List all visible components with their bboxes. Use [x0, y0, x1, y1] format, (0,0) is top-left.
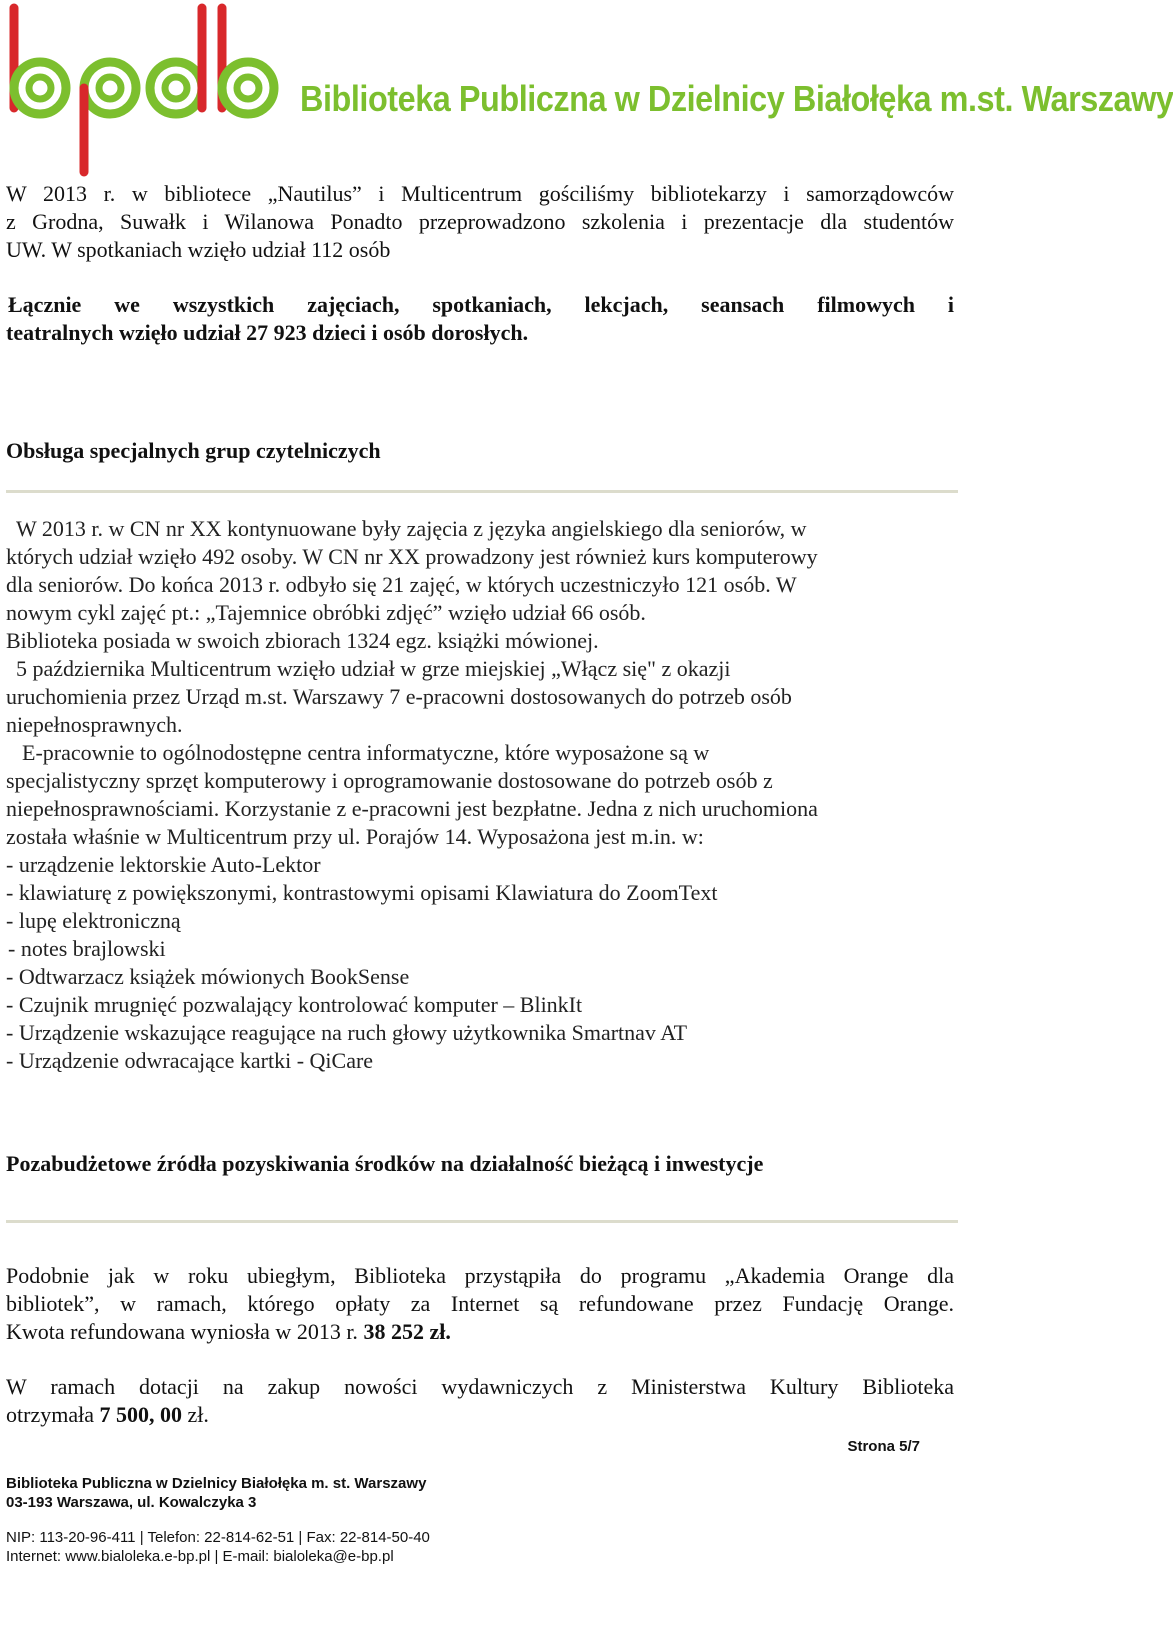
funding-amount-orange: 38 252 zł. — [363, 1319, 451, 1344]
list-item: - lupę elektroniczną — [6, 908, 181, 933]
intro-line-2: z Grodna, Suwałk i Wilanowa Ponadto przeprowadzono szkolenia i prezentacje dla studentów — [6, 209, 954, 234]
funding-p2-text: otrzymała — [6, 1402, 100, 1427]
funding-amount-ministry: 7 500, 00 — [99, 1402, 182, 1427]
body-line: specjalistyczny sprzęt komputerowy i oprogramowanie dostosowane do potrzeb osób z — [6, 768, 773, 793]
footer-web: Internet: www.bialoleka.e-bp.pl | E-mail: bialoleka@e-bp.pl — [6, 1548, 394, 1565]
page-number: Strona 5/7 — [847, 1438, 920, 1455]
body-line: których udział wzięło 492 osoby. W CN nr XX prowadzony jest również kurs komputerowy — [6, 544, 818, 569]
intro-line-1: W 2013 r. w bibliotece „Nautilus” i Multicentrum gościliśmy bibliotekarzy i samorządowców — [6, 181, 954, 206]
body-line: Biblioteka posiada w swoich zbiorach 1324 egz. książki mówionej. — [6, 628, 599, 653]
list-item: - Odtwarzacz książek mówionych BookSense — [6, 964, 410, 989]
body-line: uruchomienia przez Urząd m.st. Warszawy 7 e-pracowni dostosowanych do potrzeb osób — [6, 684, 792, 709]
list-item: - Urządzenie wskazujące reagujące na ruch głowy użytkownika Smartnav AT — [6, 1020, 688, 1045]
bpdb-logo-icon — [0, 0, 300, 180]
list-item: - urządzenie lektorskie Auto-Lektor — [6, 852, 321, 877]
funding-p1-line-1: Podobnie jak w roku ubiegłym, Biblioteka przystąpiła do programu „Akademia Orange dla — [6, 1263, 954, 1288]
body-line: dla seniorów. Do końca 2013 r. odbyło się 21 zajęć, w których uczestniczyło 121 osób. W — [6, 572, 797, 597]
summary-line-1: Łącznie we wszystkich zajęciach, spotkaniach, lekcjach, seansach filmowych i — [8, 292, 954, 317]
body-line: W 2013 r. w CN nr XX kontynuowane były zajęcia z języka angielskiego dla seniorów, w — [16, 516, 807, 541]
library-logo — [0, 0, 1173, 180]
summary-line-2: teatralnych wzięło udział 27 923 dzieci i osób dorosłych. — [6, 320, 529, 345]
footer-address: 03-193 Warszawa, ul. Kowalczyka 3 — [6, 1494, 257, 1511]
body-line: niepełnosprawnościami. Korzystanie z e-pracowni jest bezpłatne. Jedna z nich uruchomiona — [6, 796, 818, 821]
list-item: - Czujnik mrugnięć pozwalający kontrolować komputer – BlinkIt — [6, 992, 583, 1017]
body-line: 5 października Multicentrum wzięło udział w grze miejskiej „Włącz się" z okazji — [16, 656, 731, 681]
footer-contact: NIP: 113-20-96-411 | Telefon: 22-814-62-51 | Fax: 22-814-50-40 — [6, 1529, 430, 1546]
funding-p1-line-2: bibliotek”, w ramach, którego opłaty za Internet są refundowane przez Fundację Orange. — [6, 1291, 954, 1316]
section-heading-funding: Pozabudżetowe źródła pozyskiwania środków na działalność bieżącą i inwestycje — [6, 1151, 764, 1176]
list-item: - notes brajlowski — [8, 936, 166, 961]
section-heading-special-groups: Obsługa specjalnych grup czytelniczych — [6, 438, 381, 463]
intro-line-3: UW. W spotkaniach wzięło udział 112 osób — [6, 237, 391, 262]
list-item: - klawiaturę z powiększonymi, kontrastowymi opisami Klawiatura do ZoomText — [6, 880, 718, 905]
body-line: została właśnie w Multicentrum przy ul. Porajów 14. Wyposażona jest m.in. w: — [6, 824, 704, 849]
logo-text: Biblioteka Publiczna w Dzielnicy Białołęka m.st. Warszawy — [300, 78, 1173, 119]
funding-p2-line-1: W ramach dotacji na zakup nowości wydawniczych z Ministerstwa Kultury Biblioteka — [6, 1374, 954, 1399]
footer-org: Biblioteka Publiczna w Dzielnicy Białołęka m. st. Warszawy — [6, 1475, 427, 1492]
funding-p2-suffix: zł. — [181, 1402, 209, 1427]
section-divider — [6, 1220, 958, 1223]
body-line: E-pracownie to ogólnodostępne centra informatyczne, które wyposażone są w — [22, 740, 710, 765]
funding-p2-line-2 — [6, 1401, 954, 1429]
list-item: - Urządzenie odwracające kartki - QiCare — [6, 1048, 374, 1073]
funding-p1-line-3 — [6, 1318, 954, 1346]
body-line: nowym cykl zajęć pt.: „Tajemnice obróbki zdjęć” wzięło udział 66 osób. — [6, 600, 646, 625]
body-line: niepełnosprawnych. — [6, 712, 183, 737]
funding-p1-text: Kwota refundowana wyniosła w 2013 r. — [6, 1319, 364, 1344]
section-divider — [6, 490, 958, 493]
